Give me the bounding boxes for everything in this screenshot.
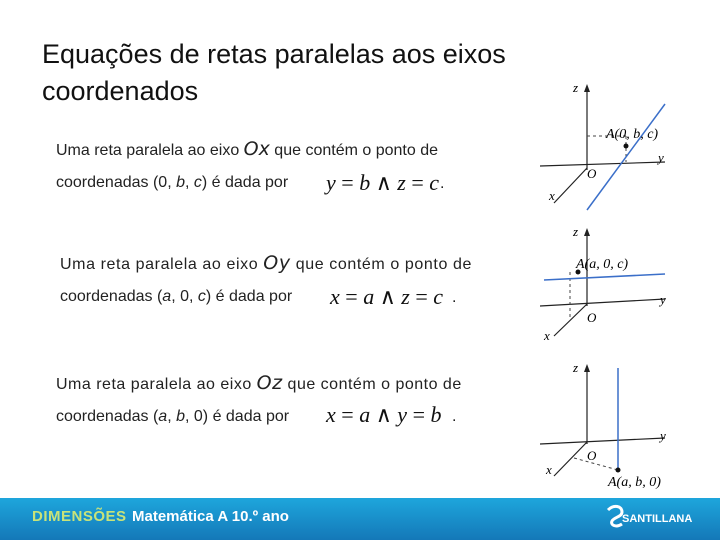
section-3-period: . bbox=[452, 408, 457, 425]
section-3-axis: Oz bbox=[256, 372, 283, 394]
section-2-coord-2: c bbox=[197, 288, 206, 305]
x-axis-label: x bbox=[544, 328, 550, 343]
section-1-equation: y = b ∧ z = c bbox=[326, 170, 440, 195]
section-2-period: . bbox=[452, 289, 457, 306]
section-2-equation: x = a ∧ z = c bbox=[330, 284, 444, 309]
section-3-coords-suffix: , 0) é dada por bbox=[185, 408, 290, 425]
point-a-label: A(a, b, 0) bbox=[608, 475, 661, 490]
parallel-line bbox=[544, 274, 665, 280]
y-axis-line bbox=[540, 299, 665, 306]
section-3-coord-2: b bbox=[176, 408, 185, 425]
z-axis-arrow bbox=[584, 228, 590, 236]
section-1-coords-mid: , bbox=[184, 174, 194, 191]
z-axis-label: z bbox=[573, 360, 579, 375]
y-axis-label: y bbox=[660, 292, 666, 307]
section-1-coords-suffix: ) é dada por bbox=[201, 174, 289, 191]
z-axis-arrow bbox=[584, 84, 590, 92]
section-1-coord-2: c bbox=[193, 174, 202, 191]
footer-publisher: SANTILLANA bbox=[622, 513, 693, 525]
diagram-1 bbox=[540, 78, 720, 218]
section-1-period: . bbox=[440, 175, 445, 192]
point-a bbox=[616, 468, 621, 473]
section-1-coords-prefix: coordenadas (0, bbox=[56, 174, 177, 191]
section-2-coords-suffix: ) é dada por bbox=[205, 288, 293, 305]
page-title: Equações de retas paralelas aos eixos coordenados bbox=[42, 39, 506, 106]
point-a-label: A(0, b, c) bbox=[606, 127, 659, 142]
section-2-text-b: que contém o ponto de bbox=[290, 256, 472, 273]
origin-label: O bbox=[587, 310, 597, 325]
y-axis-line bbox=[540, 438, 665, 444]
section-3-text-a: Uma reta paralela ao eixo bbox=[56, 376, 257, 393]
section-2-text-a: Uma reta paralela ao eixo bbox=[60, 256, 264, 273]
origin-label: O bbox=[587, 448, 597, 463]
parallel-line bbox=[587, 104, 665, 210]
section-1-text-a: Uma reta paralela ao eixo bbox=[56, 142, 244, 159]
diagram-3 bbox=[540, 358, 720, 492]
y-axis-line bbox=[540, 162, 665, 166]
section-1-axis: Ox bbox=[243, 138, 270, 160]
section-1-coord-1: b bbox=[176, 174, 185, 191]
section-2-coords-prefix: coordenadas ( bbox=[60, 288, 163, 305]
y-axis-label: y bbox=[658, 150, 664, 165]
section-2-coord-1: a bbox=[162, 288, 172, 305]
z-axis-label: z bbox=[573, 80, 579, 95]
section-3-coord-1: a bbox=[158, 408, 168, 425]
footer-brand: DIMENSÕES bbox=[32, 508, 127, 525]
x-axis-label: x bbox=[549, 188, 555, 203]
origin-label: O bbox=[587, 166, 597, 181]
section-3-coords-prefix: coordenadas ( bbox=[56, 408, 159, 425]
diagram-2 bbox=[540, 222, 720, 352]
x-axis-line bbox=[554, 442, 587, 476]
z-axis-label: z bbox=[573, 224, 579, 239]
point-a bbox=[624, 144, 629, 149]
section-3-equation: x = a ∧ y = b bbox=[326, 402, 442, 427]
section-3-text-b: que contém o ponto de bbox=[282, 376, 462, 393]
section-3-coords-mid: , bbox=[167, 408, 177, 425]
x-axis-label: x bbox=[546, 462, 552, 477]
section-2-coords-mid: , 0, bbox=[171, 288, 198, 305]
x-axis-line bbox=[554, 168, 587, 203]
footer-subject: Matemática A 10.º ano bbox=[132, 508, 289, 525]
section-1-text-b: que contém o ponto de bbox=[269, 142, 438, 159]
footer-bar bbox=[0, 498, 720, 540]
y-axis-label: y bbox=[660, 428, 666, 443]
section-2-axis: Oy bbox=[263, 252, 291, 274]
z-axis-arrow bbox=[584, 364, 590, 372]
point-a-label: A(a, 0, c) bbox=[576, 257, 629, 272]
